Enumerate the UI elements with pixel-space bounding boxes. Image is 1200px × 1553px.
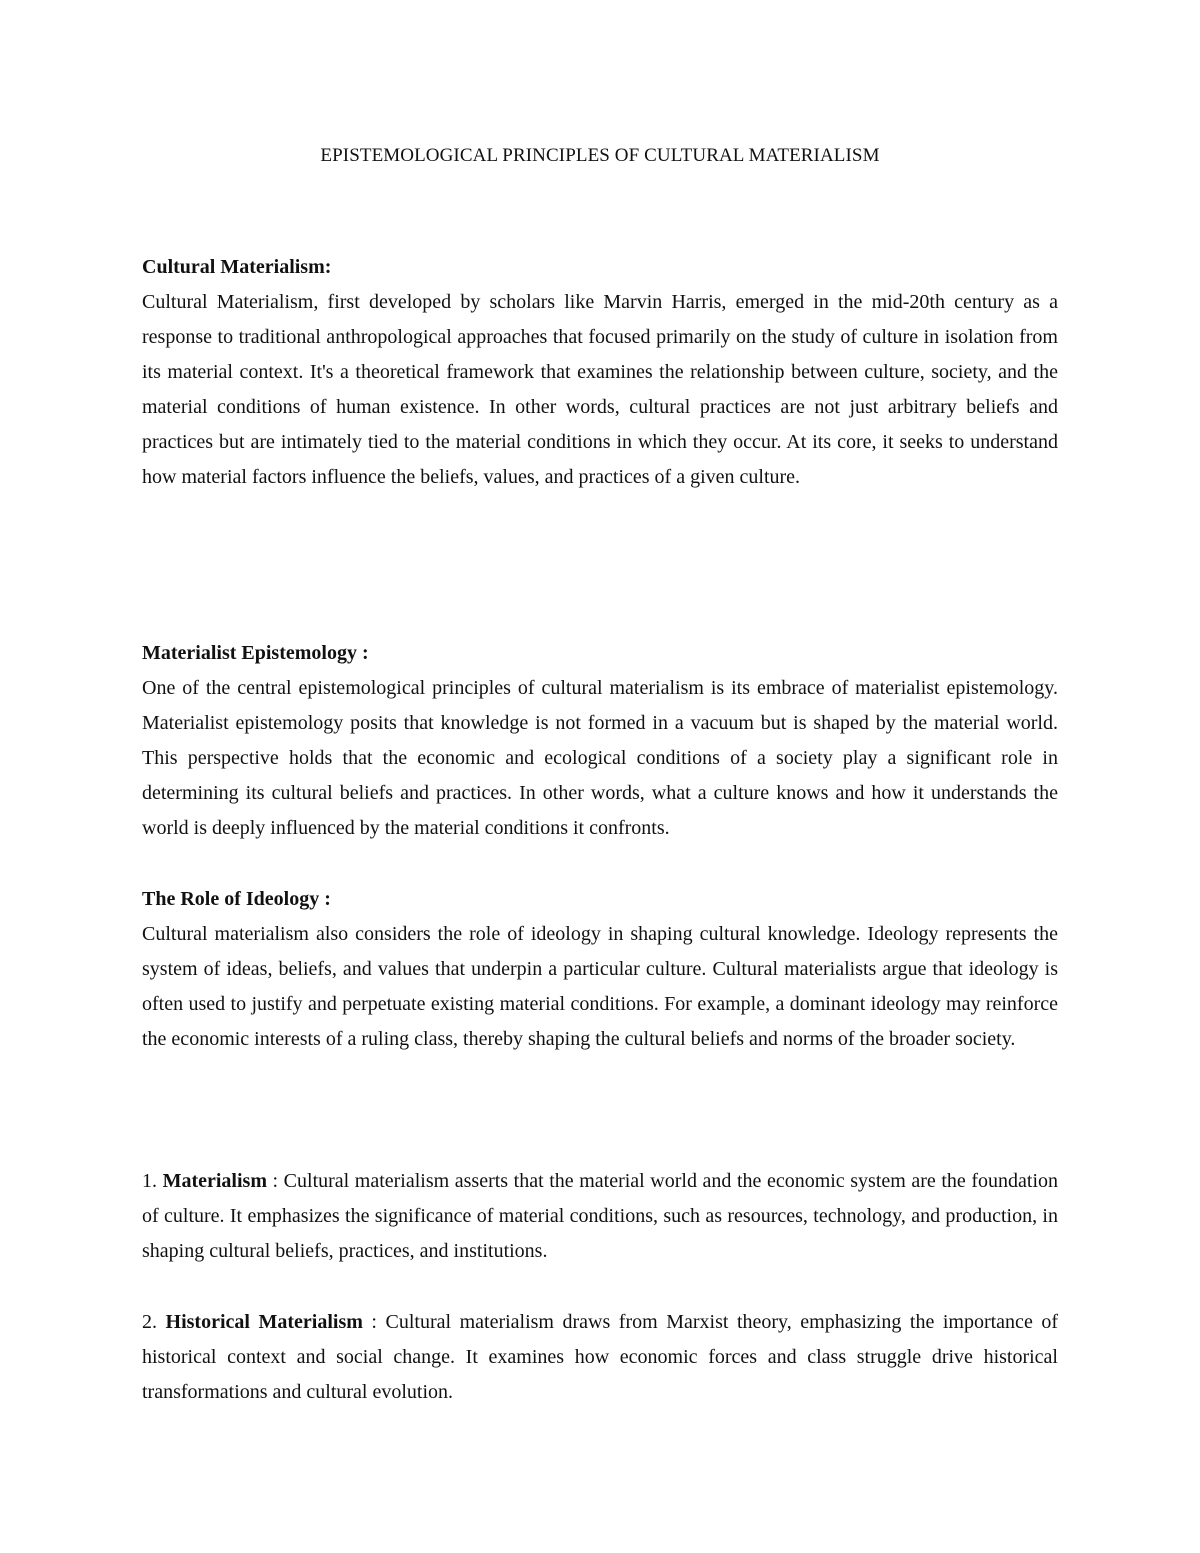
list-number: 2. [142,1311,157,1333]
list-term: Historical Materialism [165,1311,363,1333]
list-term: Materialism [162,1170,267,1192]
list-number: 1. [142,1170,157,1192]
section-heading: Cultural Materialism: [142,256,332,278]
section-paragraph: One of the central epistemological principles of cultural materialism is its embrace of materialist epistemology. Materialist epistemology posits that knowledge is not formed in a vacuum but is shaped by the material world. This perspective holds that the economic and ecological conditions of a society play a significant role in determining its cultural beliefs and practices. In other words, what a culture knows and how it understands the world is deeply influenced by the material conditions it confronts. [142,677,1058,839]
list-item [142,1305,1058,1410]
list-item [142,1164,1058,1269]
section-paragraph: Cultural Materialism, first developed by scholars like Marvin Harris, emerged in the mid-20th century as a response to traditional anthropological approaches that focused primarily on the study of culture in isolation from its material context. It's a theoretical framework that examines the relationship between culture, society, and the material conditions of human existence. In other words, cultural practices are not just arbitrary beliefs and practices but are intimately tied to the material conditions in which they occur. At its core, it seeks to understand how material factors influence the beliefs, values, and practices of a given culture. [142,291,1058,488]
section-cultural-materialism [142,250,1058,495]
section-paragraph: Cultural materialism also considers the role of ideology in shaping cultural knowledge. Ideology represents the system of ideas, beliefs, and values that underpin a particular culture. Cultural materialists argue that ideology is often used to justify and perpetuate existing material conditions. For example, a dominant ideology may reinforce the economic interests of a ruling class, thereby shaping the cultural beliefs and norms of the broader society. [142,923,1058,1050]
section-heading: The Role of Ideology : [142,888,331,910]
section-role-of-ideology [142,882,1058,1057]
document-title: EPISTEMOLOGICAL PRINCIPLES OF CULTURAL MATERIALISM [320,145,880,166]
section-materialist-epistemology [142,636,1058,846]
list-text: : Cultural materialism draws from Marxist theory, emphasizing the importance of historical context and social change. It examines how economic forces and class struggle drive historical transformations and cultural evolution. [142,1311,1059,1403]
section-heading: Materialist Epistemology : [142,642,369,664]
list-text: : Cultural materialism asserts that the material world and the economic system are the foundation of culture. It emphasizes the significance of material conditions, such as resources, technology, and production, in shaping cultural beliefs, practices, and institutions. [142,1170,1058,1262]
